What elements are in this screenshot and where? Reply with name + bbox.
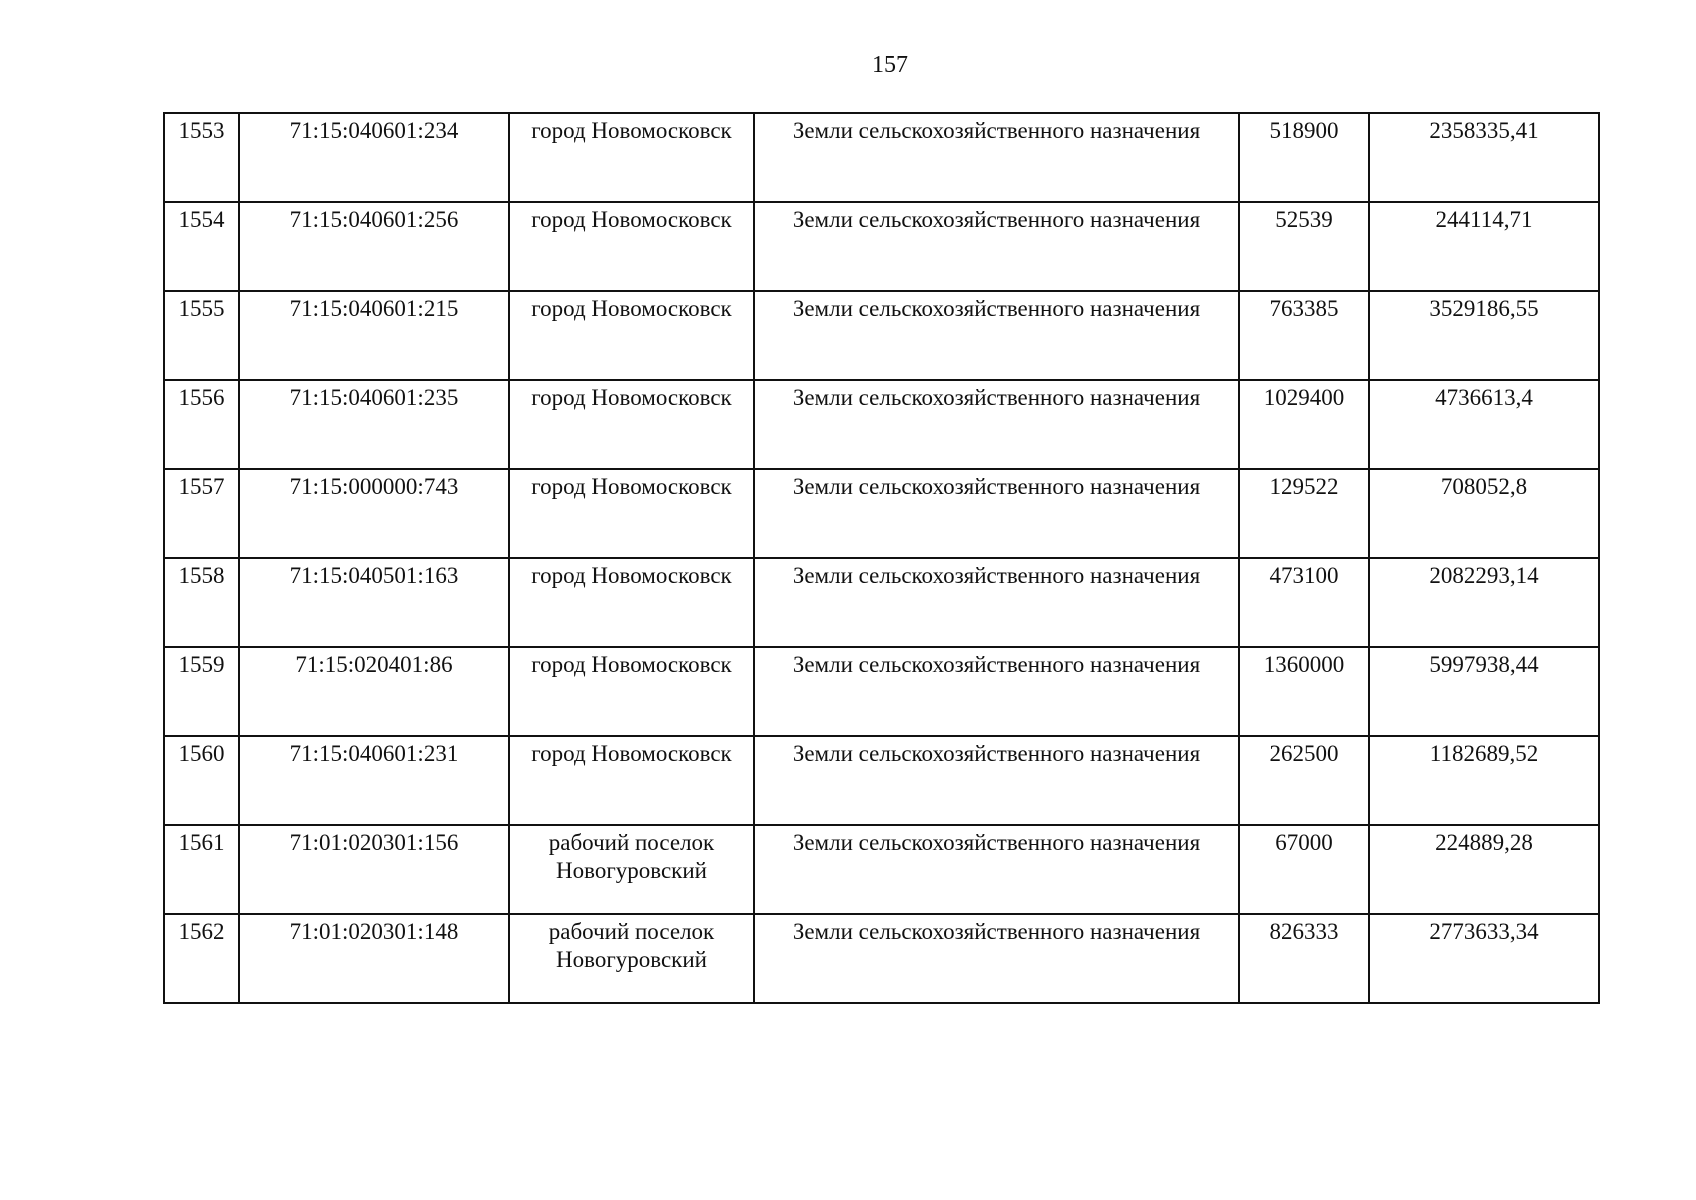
cost-cell: 2773633,34	[1369, 914, 1599, 1003]
row-number-cell: 1556	[164, 380, 239, 469]
row-number-cell: 1559	[164, 647, 239, 736]
cadastral-number-cell: 71:15:040601:231	[239, 736, 509, 825]
row-number-cell: 1554	[164, 202, 239, 291]
cadastral-number-cell: 71:15:020401:86	[239, 647, 509, 736]
location-cell: город Новомосковск	[509, 647, 754, 736]
cadastral-number-cell: 71:15:000000:743	[239, 469, 509, 558]
location-cell: город Новомосковск	[509, 291, 754, 380]
row-number-cell: 1562	[164, 914, 239, 1003]
cost-cell: 1182689,52	[1369, 736, 1599, 825]
location-cell: город Новомосковск	[509, 113, 754, 202]
area-cell: 67000	[1239, 825, 1369, 914]
table-row	[164, 647, 1599, 736]
cadastral-number-cell: 71:15:040601:234	[239, 113, 509, 202]
table-row	[164, 469, 1599, 558]
table-row	[164, 558, 1599, 647]
land-category-cell: Земли сельскохозяйственного назначения	[754, 113, 1239, 202]
location-cell: рабочий поселок Новогуровский	[509, 825, 754, 914]
cost-cell: 4736613,4	[1369, 380, 1599, 469]
land-category-cell: Земли сельскохозяйственного назначения	[754, 291, 1239, 380]
cost-cell: 2358335,41	[1369, 113, 1599, 202]
cost-cell: 244114,71	[1369, 202, 1599, 291]
area-cell: 763385	[1239, 291, 1369, 380]
location-cell: город Новомосковск	[509, 736, 754, 825]
row-number-cell: 1555	[164, 291, 239, 380]
row-number-cell: 1560	[164, 736, 239, 825]
cost-cell: 3529186,55	[1369, 291, 1599, 380]
cadastral-number-cell: 71:15:040501:163	[239, 558, 509, 647]
table-row	[164, 291, 1599, 380]
land-category-cell: Земли сельскохозяйственного назначения	[754, 202, 1239, 291]
location-cell: город Новомосковск	[509, 202, 754, 291]
land-category-cell: Земли сельскохозяйственного назначения	[754, 914, 1239, 1003]
table-row	[164, 202, 1599, 291]
location-cell: город Новомосковск	[509, 380, 754, 469]
cost-cell: 224889,28	[1369, 825, 1599, 914]
area-cell: 52539	[1239, 202, 1369, 291]
page-number: 157	[872, 52, 908, 78]
row-number-cell: 1558	[164, 558, 239, 647]
area-cell: 1360000	[1239, 647, 1369, 736]
area-cell: 518900	[1239, 113, 1369, 202]
land-plots-table	[163, 112, 1600, 1004]
cadastral-number-cell: 71:15:040601:235	[239, 380, 509, 469]
table-row	[164, 736, 1599, 825]
land-category-cell: Земли сельскохозяйственного назначения	[754, 647, 1239, 736]
cost-cell: 5997938,44	[1369, 647, 1599, 736]
table-row	[164, 380, 1599, 469]
row-number-cell: 1553	[164, 113, 239, 202]
location-cell: город Новомосковск	[509, 469, 754, 558]
cadastral-number-cell: 71:01:020301:148	[239, 914, 509, 1003]
cadastral-number-cell: 71:15:040601:215	[239, 291, 509, 380]
land-category-cell: Земли сельскохозяйственного назначения	[754, 736, 1239, 825]
location-cell: рабочий поселок Новогуровский	[509, 914, 754, 1003]
table-row	[164, 914, 1599, 1003]
land-category-cell: Земли сельскохозяйственного назначения	[754, 380, 1239, 469]
cost-cell: 708052,8	[1369, 469, 1599, 558]
land-category-cell: Земли сельскохозяйственного назначения	[754, 558, 1239, 647]
area-cell: 1029400	[1239, 380, 1369, 469]
cadastral-number-cell: 71:15:040601:256	[239, 202, 509, 291]
cadastral-number-cell: 71:01:020301:156	[239, 825, 509, 914]
table-row	[164, 825, 1599, 914]
area-cell: 826333	[1239, 914, 1369, 1003]
row-number-cell: 1561	[164, 825, 239, 914]
area-cell: 129522	[1239, 469, 1369, 558]
location-cell: город Новомосковск	[509, 558, 754, 647]
land-category-cell: Земли сельскохозяйственного назначения	[754, 469, 1239, 558]
row-number-cell: 1557	[164, 469, 239, 558]
land-category-cell: Земли сельскохозяйственного назначения	[754, 825, 1239, 914]
area-cell: 473100	[1239, 558, 1369, 647]
cost-cell: 2082293,14	[1369, 558, 1599, 647]
table-row	[164, 113, 1599, 202]
area-cell: 262500	[1239, 736, 1369, 825]
